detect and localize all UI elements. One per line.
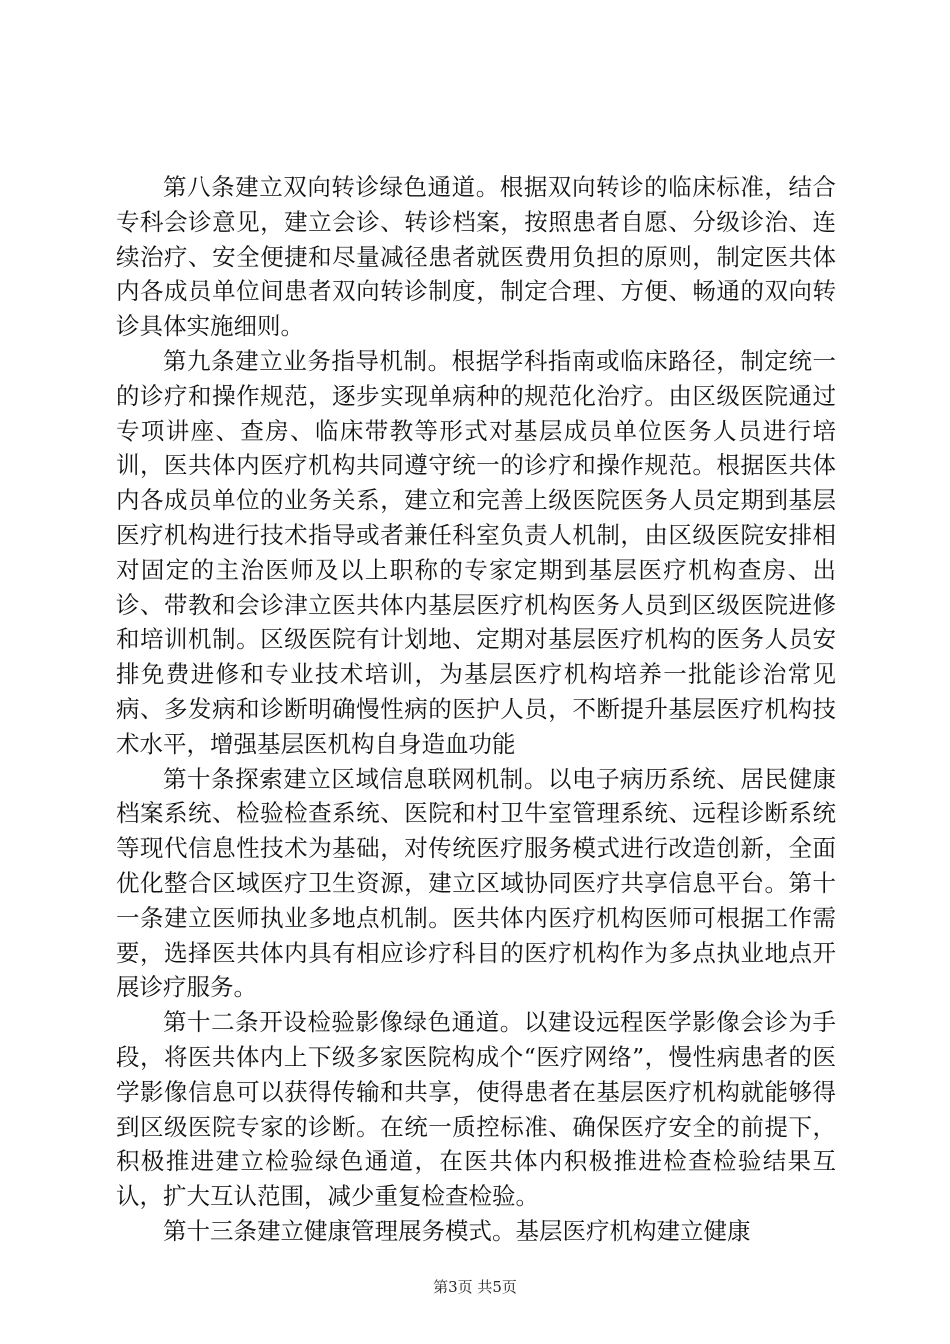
paragraph-article-9: 第九条建立业务指导机制。根据学科指南或临床路径，制定统一的诊疗和操作规范，逐步实现单病种的规范化治疗。由区级医院通过专项讲座、查房、临床带教等形式对基层成员单位医务人员进行培训，医共体内医疗机构共同遵守统一的诊疗和操作规范。根据医共体内各成员单位的业务关系，建立和完善上级医院医务人员定期到基层医疗机构进行技术指导或者兼任科室负责人机制，由区级医院安排相对固定的主治医师及以上职称的专家定期到基层医疗机构查房、出诊、带教和会诊津立医共体内基层医疗机构医务人员到区级医院进修和培训机制。区级医院有计划地、定期对基层医疗机构的医务人员安排免费进修和专业技术培训，为基层医疗机构培养一批能诊治常见病、多发病和诊断明确慢性病的医护人员，不断提升基层医疗机构技术水平，增强基层医机构自身造血功能 bbox=[116, 346, 836, 758]
paragraph-article-10: 第十条探索建立区域信息联网机制。以电子病历系统、居民健康档案系统、检验检查系统、医院和村卫牛室管理系统、远程诊断系统等现代信息性技术为基础，对传统医疗服务模式进行改造创新，全面优化整合区域医疗卫生资源，建立区域协同医疗共享信息平台。第十一条建立医师执业多地点机制。医共体内医疗机构医师可根据工作需要，选择医共体内具有相应诊疗科目的医疗机构作为多点执业地点开展诊疗服务。 bbox=[116, 764, 836, 1002]
paragraph-article-12: 第十二条开设检验影像绿色通道。以建设远程医学影像会诊为手段，将医共体内上下级多家医院构成个“医疗网络”，慢性病患者的医学影像信息可以获得传输和共享，使得患者在基层医疗机构就能够得到区级医院专家的诊断。在统一质控标准、确保医疗安全的前提下，积极推进建立检验绿色通道，在医共体内积极推进检查检验结果互认，扩大互认范围，减少重复检查检验。 bbox=[116, 1008, 836, 1211]
page-footer: 第3页 共5页 bbox=[433, 1278, 517, 1296]
paragraph-article-8: 第八条建立双向转诊绿色通道。根据双向转诊的临床标准，结合专科会诊意见，建立会诊、转诊档案，按照患者自愿、分级诊治、连续治疗、安全便捷和尽量减径患者就医费用负担的原则，制定医共体内各成员单位间患者双向转诊制度，制定合理、方便、畅通的双向转诊具体实施细则。 bbox=[116, 173, 836, 341]
paragraph-article-13: 第十三条建立健康管理展务模式。基层医疗机构建立健康 bbox=[163, 1216, 751, 1245]
document-body bbox=[116, 170, 836, 1249]
